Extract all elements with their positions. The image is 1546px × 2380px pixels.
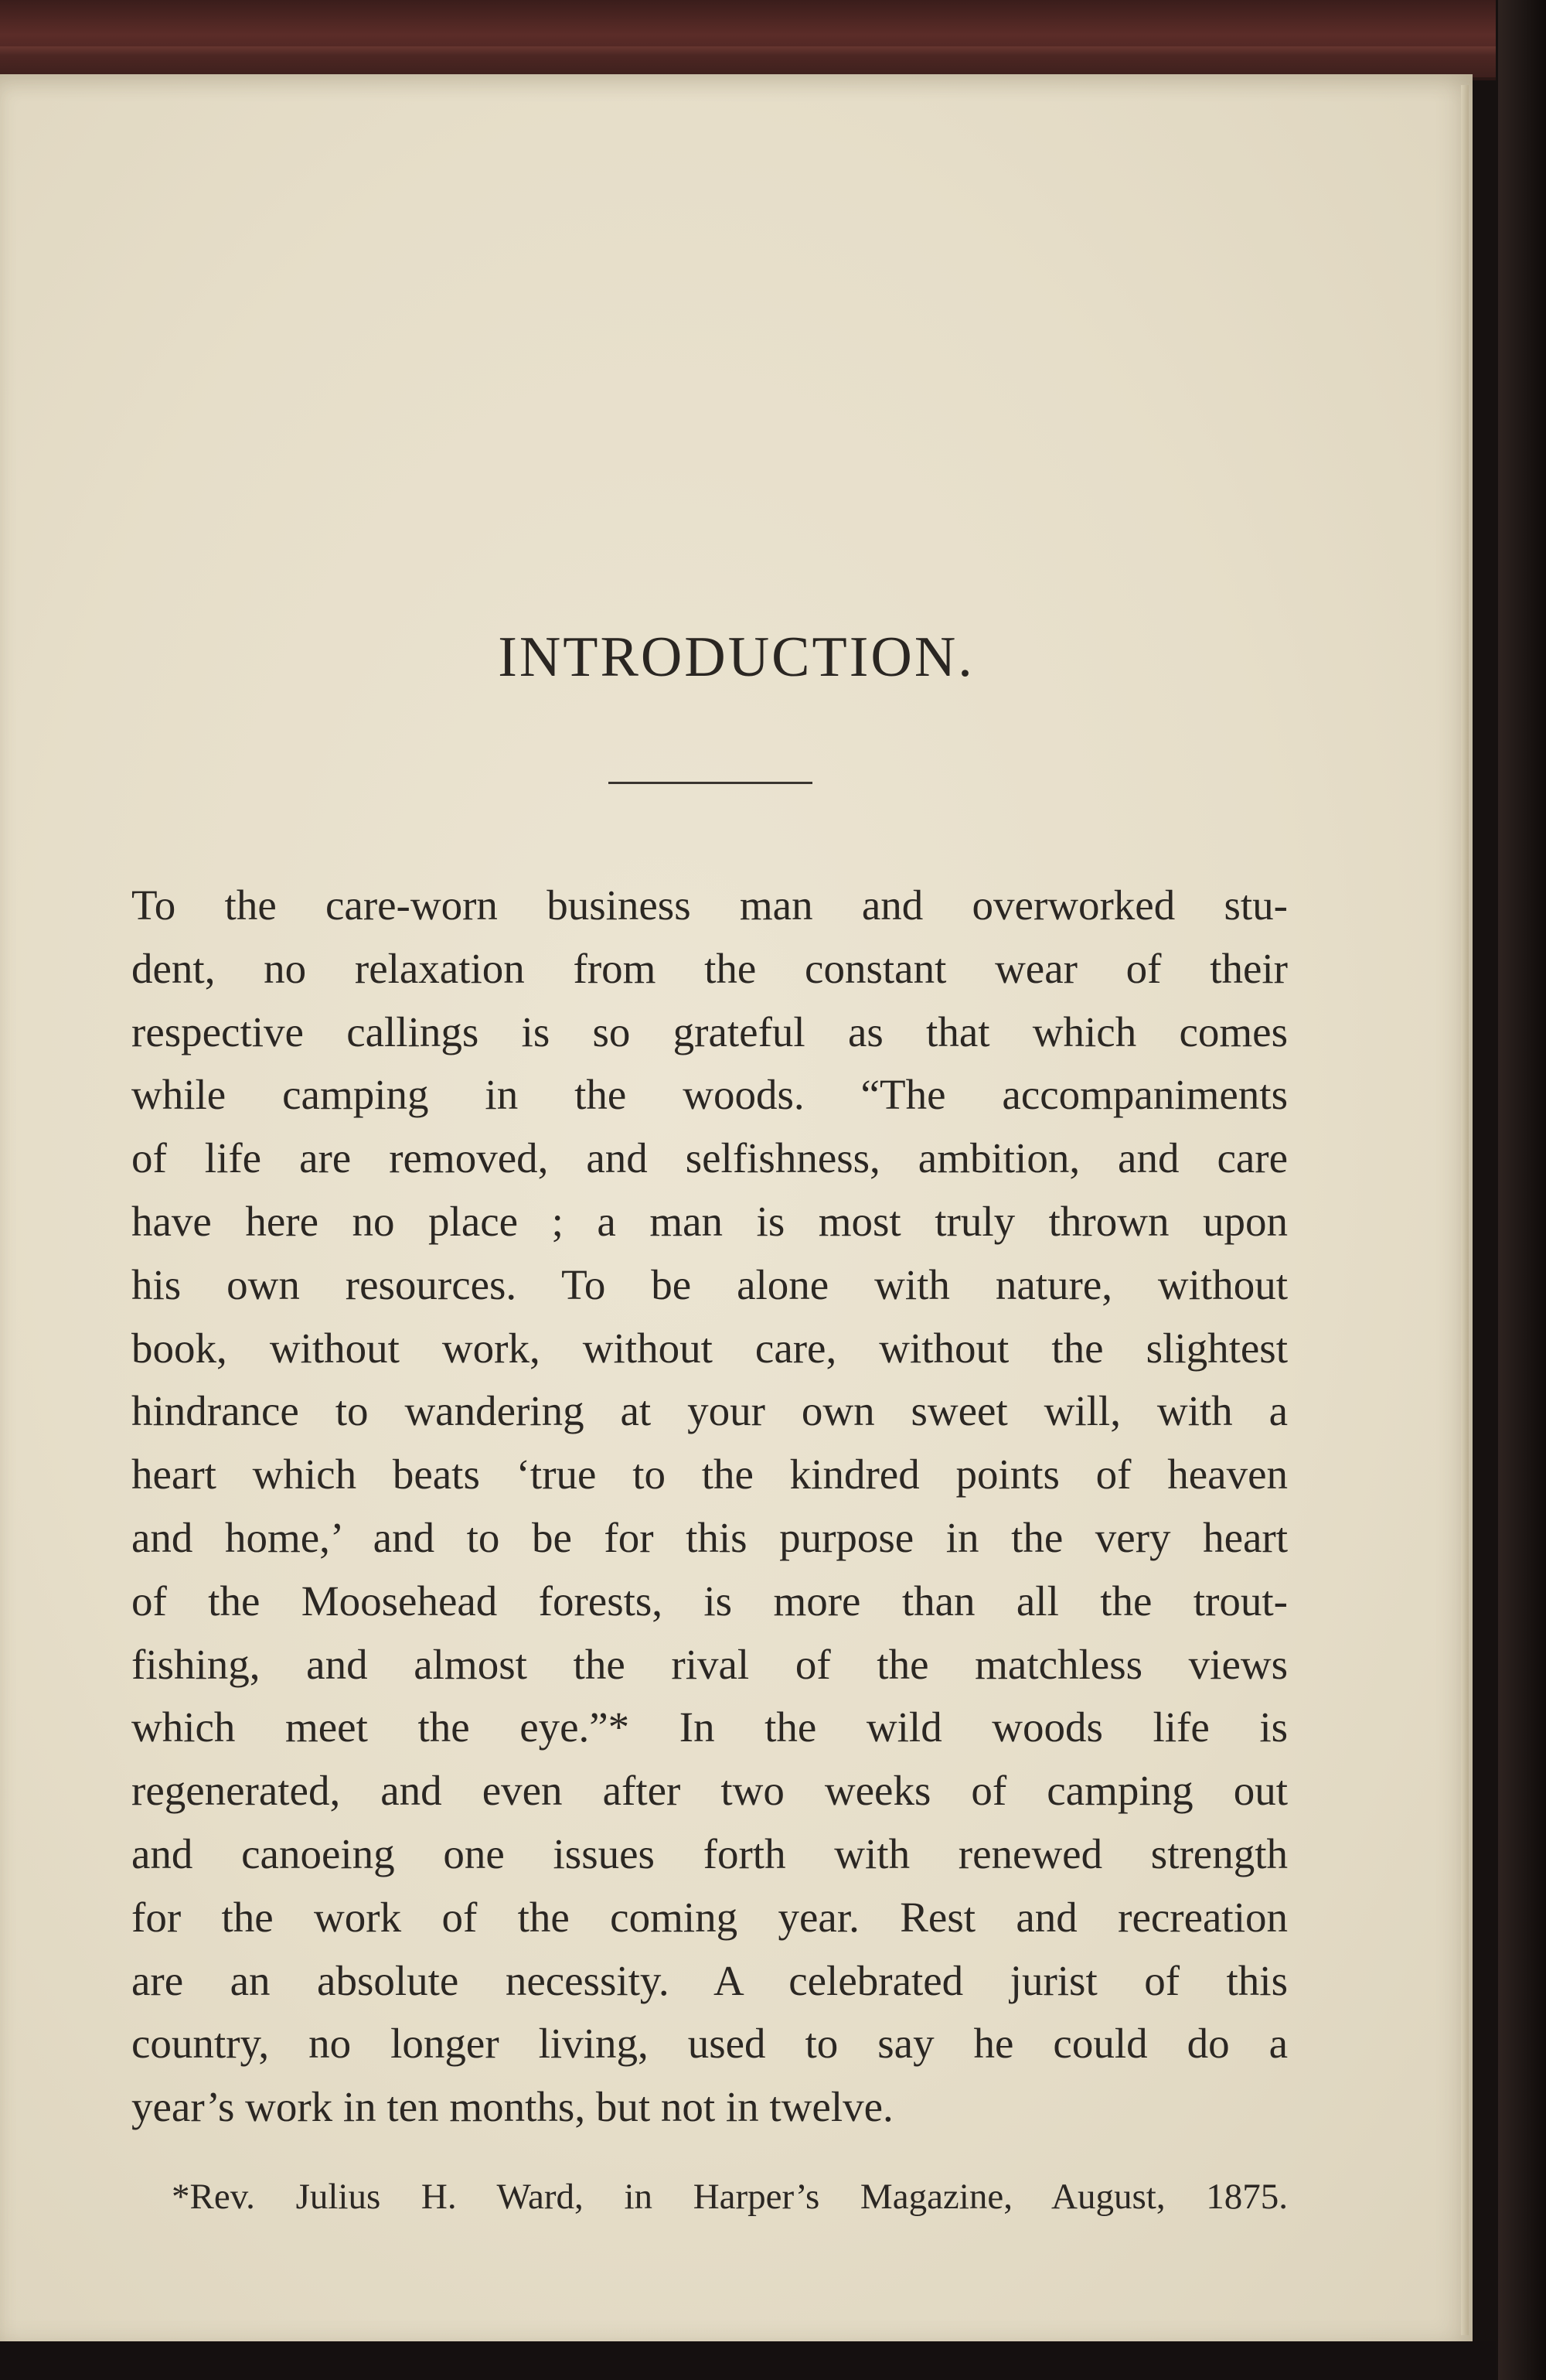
paragraph-line: dent, no relaxation from the constant wear of their [131,944,1288,992]
book-spine-edge [1498,0,1546,2380]
paragraph-line: of life are removed, and selfishness, ambition, and care [131,1134,1288,1182]
paragraph-line: have here no place ; a man is most truly thrown upon [131,1197,1288,1245]
cover-edge [0,46,1496,56]
page-edge [1461,85,1469,2335]
paragraph-line: his own resources. To be alone with nature, without [131,1260,1288,1308]
bottom-shadow [0,2341,1496,2380]
paragraph-line: fishing, and almost the rival of the matchless views [131,1640,1288,1688]
footnote: *Rev. Julius H. Ward, in Harper’s Magazine, August, 1875. [172,2177,1288,2217]
book-cover-top [0,0,1496,80]
paragraph-line: country, no longer living, used to say he could do a [131,2020,1288,2068]
paragraph-line: are an absolute necessity. A celebrated jurist of this [131,1956,1288,2004]
title-rule-divider [608,782,812,784]
paragraph-line: respective callings is so grateful as that which comes [131,1008,1288,1055]
paragraph-line: and canoeing one issues forth with renewed strength [131,1829,1288,1877]
paragraph-line: of the Moosehead forests, is more than all the trout- [131,1577,1288,1625]
paragraph-line: To the care-worn business man and overworked stu- [131,881,1288,929]
book-page [0,74,1473,2344]
paragraph-line: for the work of the coming year. Rest and recreation [131,1893,1288,1941]
paragraph-line: regenerated, and even after two weeks of camping out [131,1767,1288,1815]
paragraph-line: and home,’ and to be for this purpose in the very heart [131,1513,1288,1561]
paragraph-line: hindrance to wandering at your own sweet will, with a [131,1387,1288,1435]
page-title: INTRODUCTION. [498,626,975,689]
paragraph-line: which meet the eye.”* In the wild woods life is [131,1703,1288,1751]
paragraph-line: book, without work, without care, without the slightest [131,1324,1288,1372]
paragraph-line: while camping in the woods. “The accompaniments [131,1071,1288,1119]
paragraph-line: heart which beats ‘true to the kindred points of heaven [131,1451,1288,1499]
paragraph-line: year’s work in ten months, but not in twelve. [131,2083,894,2131]
body-paragraph [131,874,1288,2139]
